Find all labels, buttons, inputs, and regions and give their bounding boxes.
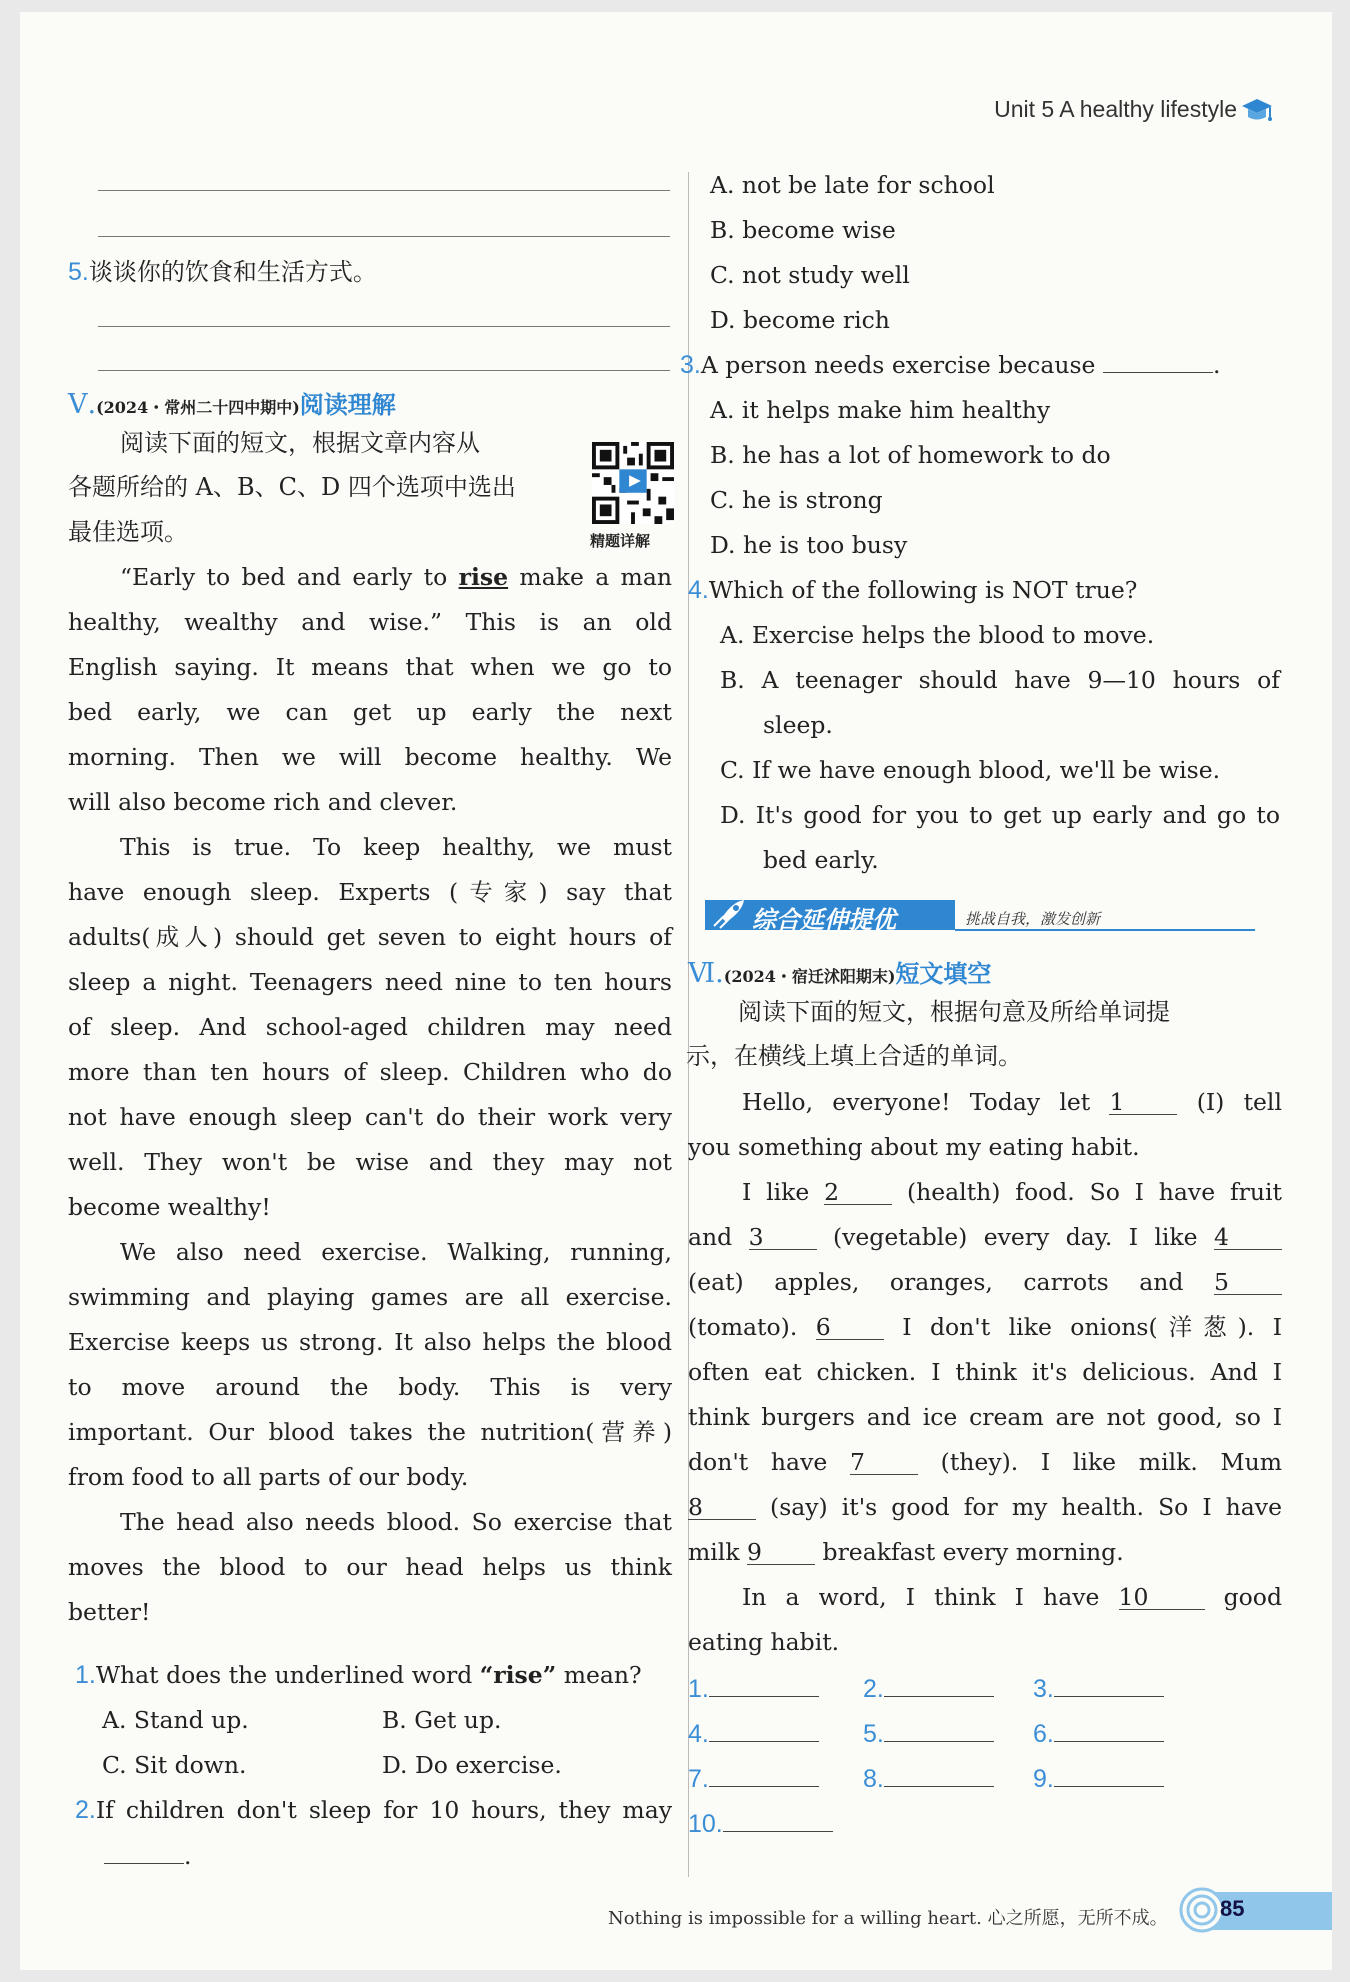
answer-slot[interactable] xyxy=(863,1672,994,1704)
option-a[interactable]: A. not be late for school xyxy=(710,171,995,199)
option-d[interactable]: D. Do exercise. xyxy=(382,1751,562,1779)
cloze-line: (eat) apples, oranges, carrots and 5 xyxy=(688,1267,1282,1297)
answer-line[interactable] xyxy=(884,1717,994,1742)
cloze-line: (tomato). 6 I don't like onions(洋葱). I xyxy=(688,1313,1282,1341)
answer-slot[interactable] xyxy=(1033,1672,1164,1704)
answer-number: 4. xyxy=(688,1720,709,1748)
option-a[interactable]: A. it helps make him healthy xyxy=(710,396,1051,424)
option-c[interactable]: C. not study well xyxy=(710,261,910,289)
instruction: 最佳选项。 xyxy=(68,518,188,546)
answer-number: 2. xyxy=(863,1675,884,1703)
answer-line xyxy=(98,236,670,237)
cloze-line: and 3 (vegetable) every day. I like 4 xyxy=(688,1222,1282,1252)
section-5-heading: Ⅴ.(2024・常州二十四中期中)阅读理解 xyxy=(68,389,396,420)
answer-line[interactable] xyxy=(884,1762,994,1787)
passage-line: healthy, wealthy and wise.” This is an old xyxy=(68,608,672,636)
qr-label: 精题详解 xyxy=(590,533,651,550)
answer-slot[interactable] xyxy=(1033,1717,1164,1749)
cloze-line: don't have 7 (they). I like milk. Mum xyxy=(688,1448,1282,1476)
passage-line: of sleep. And school-aged children may need xyxy=(68,1013,672,1041)
passage-line: important. Our blood takes the nutrition(营养) xyxy=(68,1418,672,1446)
question-1: 1.What does the underlined word “rise” mean? xyxy=(75,1661,642,1689)
answer-line[interactable] xyxy=(709,1672,819,1697)
cloze-line: 8 (say) it's good for my health. So I have xyxy=(688,1493,1282,1521)
answer-line[interactable] xyxy=(1054,1717,1164,1742)
answer-slot[interactable] xyxy=(1033,1762,1164,1794)
option-b-cont: sleep. xyxy=(763,711,833,739)
passage-line: not have enough sleep can't do their work very xyxy=(68,1103,672,1131)
passage-line: sleep a night. Teenagers need nine to ten hours xyxy=(68,968,672,996)
answer-line[interactable] xyxy=(884,1672,994,1697)
cloze-blank[interactable]: 10 xyxy=(1119,1585,1205,1610)
passage-line: Exercise keeps us strong. It also helps the blood xyxy=(68,1328,672,1356)
passage-line: to move around the body. This is very xyxy=(68,1373,672,1401)
answer-number: 7. xyxy=(688,1765,709,1793)
passage-line: have enough sleep. Experts (专家) say that xyxy=(68,878,672,906)
passage-line: better! xyxy=(68,1598,151,1626)
option-d[interactable]: D. It's good for you to get up early and go to xyxy=(720,801,1280,829)
passage-line: The head also needs blood. So exercise that xyxy=(120,1508,672,1536)
spiral-icon xyxy=(1178,1886,1226,1934)
cloze-blank[interactable]: 8 xyxy=(688,1495,756,1520)
question-2-blank[interactable]: . xyxy=(104,1842,191,1870)
answer-slot[interactable] xyxy=(688,1807,833,1839)
answer-slot[interactable] xyxy=(688,1762,819,1794)
answer-line xyxy=(98,190,670,191)
answer-number: 9. xyxy=(1033,1765,1054,1793)
passage-line: moves the blood to our head helps us think xyxy=(68,1553,672,1581)
instruction: 示，在横线上填上合适的单词。 xyxy=(686,1042,1022,1070)
question-4: 4.Which of the following is NOT true? xyxy=(688,576,1138,604)
cloze-line: often eat chicken. I think it's delicious. And I xyxy=(688,1358,1282,1386)
option-c[interactable]: C. he is strong xyxy=(710,486,883,514)
option-c[interactable]: C. Sit down. xyxy=(102,1751,247,1779)
cloze-blank[interactable]: 5 xyxy=(1214,1270,1282,1295)
passage-line: from food to all parts of our body. xyxy=(68,1463,469,1491)
rocket-icon xyxy=(710,898,746,930)
cloze-blank[interactable]: 7 xyxy=(850,1450,918,1475)
cloze-line: I like 2 (health) food. So I have fruit xyxy=(742,1178,1282,1206)
answer-slot[interactable] xyxy=(688,1717,819,1749)
cloze-blank[interactable]: 1 xyxy=(1109,1090,1177,1115)
answer-line[interactable] xyxy=(709,1717,819,1742)
page-number: 85 xyxy=(1220,1896,1245,1921)
banner-title: 综合延伸提优 xyxy=(752,907,896,934)
passage-line: We also need exercise. Walking, running, xyxy=(120,1238,672,1266)
passage-line: become wealthy! xyxy=(68,1193,271,1221)
graduation-cap-icon xyxy=(1240,96,1274,126)
cloze-blank[interactable]: 6 xyxy=(816,1315,884,1340)
answer-slot[interactable] xyxy=(688,1672,819,1704)
answer-blank[interactable] xyxy=(1103,372,1213,373)
answer-line[interactable] xyxy=(1054,1762,1164,1787)
passage-line: more than ten hours of sleep. Children who do xyxy=(68,1058,672,1086)
option-b[interactable]: B. Get up. xyxy=(382,1706,502,1734)
option-b[interactable]: B. he has a lot of homework to do xyxy=(710,441,1111,469)
cloze-blank[interactable]: 2 xyxy=(824,1180,892,1205)
cloze-line: milk 9 breakfast every morning. xyxy=(688,1538,1124,1566)
passage-line: English saying. It means that when we go to xyxy=(68,653,672,681)
answer-line[interactable] xyxy=(709,1762,819,1787)
answer-number: 3. xyxy=(1033,1675,1054,1703)
cloze-line: eating habit. xyxy=(688,1628,840,1656)
option-b[interactable]: B. A teenager should have 9—10 hours of xyxy=(720,666,1280,694)
answer-number: 5. xyxy=(863,1720,884,1748)
cloze-line: Hello, everyone! Today let 1 (I) tell xyxy=(742,1088,1282,1116)
underlined-word: rise xyxy=(458,563,509,591)
question-5: 5.谈谈你的饮食和生活方式。 xyxy=(68,258,377,286)
answer-slot[interactable] xyxy=(863,1762,994,1794)
answer-number: 10. xyxy=(688,1810,723,1838)
option-a[interactable]: A. Exercise helps the blood to move. xyxy=(720,621,1155,649)
passage-line: will also become rich and clever. xyxy=(68,788,458,816)
passage-line: “Early to bed and early to rise make a man xyxy=(120,563,672,591)
passage-line: well. They won't be wise and they may not xyxy=(68,1148,672,1176)
instruction: 各题所给的 A、B、C、D 四个选项中选出 xyxy=(68,473,516,501)
option-c[interactable]: C. If we have enough blood, we'll be wise. xyxy=(720,756,1221,784)
question-2: 2.If children don't sleep for 10 hours, they may xyxy=(75,1796,672,1824)
option-d[interactable]: D. he is too busy xyxy=(710,531,908,559)
cloze-line: think burgers and ice cream are not good, so I xyxy=(688,1403,1282,1431)
answer-number: 8. xyxy=(863,1765,884,1793)
cloze-line: you something about my eating habit. xyxy=(688,1133,1140,1161)
cloze-blank[interactable]: 3 xyxy=(749,1225,817,1250)
section-6-heading: Ⅵ.(2024・宿迁沭阳期末)短文填空 xyxy=(688,958,992,989)
passage-line: bed early, we can get up early the next xyxy=(68,698,672,726)
passage-line: adults(成人) should get seven to eight hours of xyxy=(68,923,672,951)
column-divider xyxy=(688,172,689,1877)
option-d[interactable]: D. become rich xyxy=(710,306,890,334)
footer-motto: Nothing is impossible for a willing heart. 心之所愿，无所不成。 xyxy=(608,1908,1168,1929)
cloze-line: In a word, I think I have 10 good xyxy=(742,1583,1282,1611)
workbook-page xyxy=(20,12,1332,1970)
passage-line: This is true. To keep healthy, we must xyxy=(120,833,672,861)
instruction: 阅读下面的短文，根据句意及所给单词提 xyxy=(738,998,1170,1026)
question-3: 3.A person needs exercise because . xyxy=(680,351,1221,379)
option-b[interactable]: B. become wise xyxy=(710,216,896,244)
cloze-blank[interactable]: 9 xyxy=(747,1540,815,1565)
answer-number: 1. xyxy=(688,1675,709,1703)
answer-line xyxy=(98,326,670,327)
qr-code[interactable] xyxy=(592,442,674,524)
option-a[interactable]: A. Stand up. xyxy=(102,1706,249,1734)
passage-line: swimming and playing games are all exercise. xyxy=(68,1283,672,1311)
answer-slot[interactable] xyxy=(863,1717,994,1749)
option-d-cont: bed early. xyxy=(763,846,879,874)
answer-line[interactable] xyxy=(723,1807,833,1832)
passage-line: morning. Then we will become healthy. We xyxy=(68,743,672,771)
unit-header: Unit 5 A healthy lifestyle xyxy=(994,96,1237,122)
answer-line[interactable] xyxy=(1054,1672,1164,1697)
instruction: 阅读下面的短文，根据文章内容从 xyxy=(120,429,480,457)
answer-number: 6. xyxy=(1033,1720,1054,1748)
banner-subtitle: 挑战自我，激发创新 xyxy=(965,910,1101,928)
answer-line xyxy=(98,370,670,371)
cloze-blank[interactable]: 4 xyxy=(1214,1225,1282,1250)
